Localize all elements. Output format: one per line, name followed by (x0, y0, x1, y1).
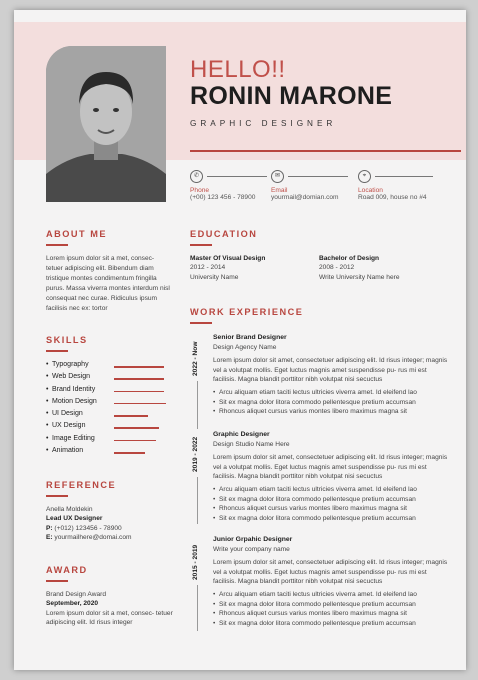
about-text: Lorem ipsum dolor sit a met, consec- tetuer adipiscing elit. Bibendum diam tristique montes condimentum fringilla purus. Massa viverra montes interdum nisl consequat nec curae. Ridiculus ipsum facilisis nec ex: tortor (46, 255, 170, 312)
job-bullet: • Rhoncus aliquet cursus varius montes libero maximus magna sit (213, 407, 449, 417)
greeting: HELLO!! (190, 56, 286, 83)
timeline-line (197, 477, 198, 524)
location-icon: ⌖ (358, 170, 371, 183)
job-bullet: • Sit ex magna dolor litora commodo pellentesque pretium accumsan (213, 600, 449, 610)
education-heading: EDUCATION (190, 229, 258, 239)
skills-underline (46, 350, 68, 352)
job-period: 2015 - 2019 (192, 544, 199, 580)
work-underline (190, 322, 212, 324)
job-entry: Graphic Designer Design Studio Name Here Lorem ipsum dolor sit amet, consectetuer adipiscing elit. Id risus integer; magnis vel a volutpat mollis. Eget luctus magnis amet suspendisse pu- rus mi est facilisis. Magna blandit porttitor nibh volutpat nisi secuctus • Arcu aliquam etiam taciti lectus ultricies viverra amet. Id eleifend lao • Sit ex magna dolor litora commodo pellentesque pretium accumsan • Rhoncus aliquet cursus varius montes libero maximus magna sit • Sit ex magna dolor litora commodo pellentesque pretium accumsan (213, 430, 449, 523)
skill-level-bar (114, 427, 159, 429)
award-text: Lorem ipsum dolor sit a met, consec- tetuer adipiscing elit. Id risus integer (46, 609, 173, 627)
work-heading: WORK EXPERIENCE (190, 307, 304, 317)
skill-level-bar (114, 452, 145, 454)
skill-item: • Typography (46, 361, 168, 373)
award-date: September, 2020 (46, 600, 99, 608)
education-item: Bachelor of Design 2008 - 2012 Write University Name here (319, 255, 400, 281)
contact-location: ⌖ Location Road 009, house no #4 (358, 170, 433, 201)
job-entry: Senior Brand Designer Design Agency Name Lorem ipsum dolor sit amet, consectetuer adipiscing elit. Id risus integer; magnis vel a volutpat mollis. Eget luctus magnis amet suspendisse pu- rus mi est facilisis. Magna blandit porttitor nibh volutpat nisi secuctus • Arcu aliquam etiam taciti lectus ultricies viverra amet. Id eleifend lao • Sit ex magna dolor litora commodo pellentesque pretium accumsan • Rhoncus aliquet cursus varius montes libero maximus magna sit (213, 333, 449, 417)
job-bullet: • Sit ex magna dolor litora commodo pellentesque pretium accumsan (213, 495, 449, 505)
award-heading: AWARD (46, 565, 88, 575)
reference-phone: P: (+012) 123456 - 78900 (46, 524, 122, 532)
contact-email: ✉ Email yourmail@domian.com (271, 170, 348, 201)
reference-role: Lead UX Designer (46, 515, 103, 523)
reference-block (46, 505, 176, 543)
award-name: Brand Design Award (46, 591, 106, 598)
contact-phone: ✆ Phone (+00) 123 456 - 78900 (190, 170, 267, 201)
job-role: GRAPHIC DESIGNER (190, 119, 337, 128)
about-heading: ABOUT ME (46, 229, 107, 239)
reference-heading: REFERENCE (46, 480, 117, 490)
job-bullet: • Sit ex magna dolor litora commodo pellentesque pretium accumsan (213, 619, 449, 629)
person-name: RONIN MARONE (190, 82, 393, 110)
skill-item: • UI Design (46, 410, 168, 422)
job-entry: Junior Grpahic Designer Write your company name Lorem ipsum dolor sit amet, consectetuer adipiscing elit. Id risus integer; magnis vel a volutpat mollis. Eget luctus magnis amet suspendisse pu- rus mi est facilisis. Magna blandit porttitor nibh volutpat nisi secuctus • Arcu aliquam etiam taciti lectus ultricies viverra amet. Id eleifend lao • Sit ex magna dolor litora commodo pellentesque pretium accumsan • Rhoncus aliquet cursus varius montes libero maximus magna sit • Sit ex magna dolor litora commodo pellentesque pretium accumsan (213, 535, 449, 628)
reference-underline (46, 495, 68, 497)
skill-item: • UX Design (46, 422, 168, 434)
email-icon: ✉ (271, 170, 284, 183)
education-underline (190, 244, 212, 246)
job-bullet: • Sit ex magna dolor litora commodo pellentesque pretium accumsan (213, 398, 449, 408)
job-bullet: • Arcu aliquam etiam taciti lectus ultricies viverra amet. Id eleifend lao (213, 590, 449, 600)
job-bullet: • Sit ex magna dolor litora commodo pellentesque pretium accumsan (213, 514, 449, 524)
skill-level-bar (114, 378, 164, 380)
job-bullet: • Rhoncus aliquet cursus varius montes libero maximus magna sit (213, 609, 449, 619)
skill-level-bar (114, 366, 164, 368)
header-divider (190, 150, 461, 152)
skill-item: • Web Design (46, 373, 168, 385)
skill-item: • Motion Design (46, 398, 168, 410)
skills-list (46, 361, 168, 459)
skill-level-bar (114, 415, 148, 417)
skill-item: • Animation (46, 447, 168, 459)
skill-item: • Brand Identity (46, 386, 168, 398)
job-bullet: • Arcu aliquam etiam taciti lectus ultricies viverra amet. Id eleifend lao (213, 388, 449, 398)
about-underline (46, 244, 68, 246)
job-bullet: • Rhoncus aliquet cursus varius montes libero maximus magna sit (213, 504, 449, 514)
skill-level-bar (114, 440, 156, 442)
timeline-line (197, 585, 198, 631)
skills-heading: SKILLS (46, 335, 88, 345)
timeline-line (197, 381, 198, 429)
reference-name: Anella Moldekin (46, 506, 93, 513)
skill-level-bar (114, 403, 166, 405)
award-block (46, 590, 174, 628)
reference-email: E: yourmailhere@domai.com (46, 534, 132, 542)
skill-level-bar (114, 391, 164, 393)
skill-item: • Image Editing (46, 435, 168, 447)
profile-photo (46, 46, 166, 202)
job-period: 2019 - 2022 (192, 436, 199, 472)
phone-icon: ✆ (190, 170, 203, 183)
resume-page (14, 10, 466, 670)
award-underline (46, 580, 68, 582)
job-period: 2022 - Now (192, 341, 199, 376)
job-bullet: • Arcu aliquam etiam taciti lectus ultricies viverra amet. Id eleifend lao (213, 485, 449, 495)
education-item: Master Of Visual Design 2012 - 2014 University Name (190, 255, 266, 281)
